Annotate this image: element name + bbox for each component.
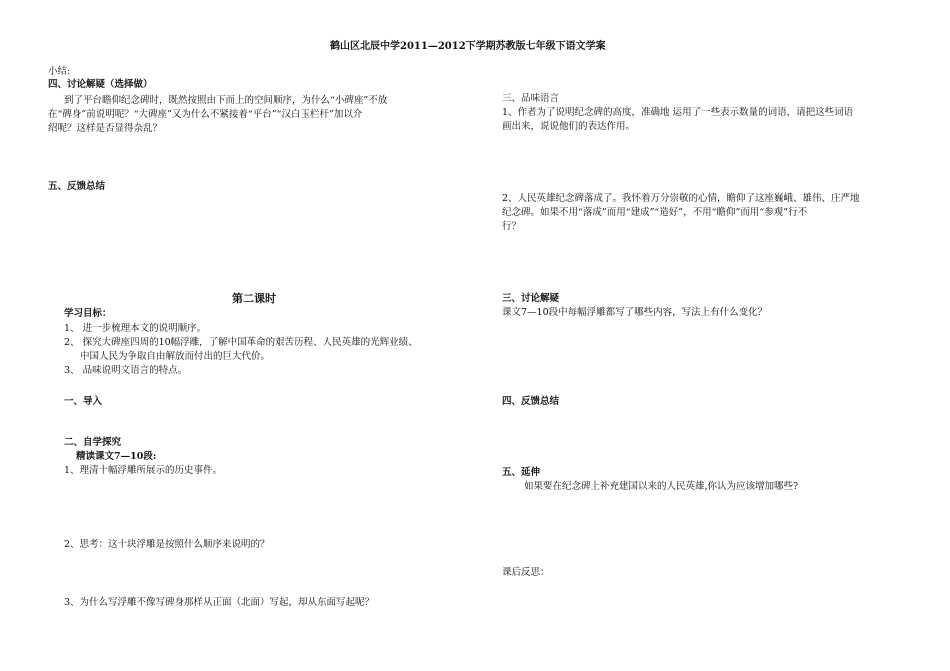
- explore-heading: 二、自学探究: [64, 437, 122, 448]
- discuss-line-3: 绍呢？这样是否显得杂乱？: [48, 123, 163, 134]
- discuss-heading: 四、讨论解疑（选择做）: [48, 79, 153, 90]
- right-discuss-question: 课文7—10段中每幅浮雕都写了哪些内容，写法上有什么变化？: [502, 307, 768, 318]
- question-1: 1、理清十幅浮雕所展示的历史事件。: [64, 465, 223, 476]
- goals-label: 学习目标：: [64, 308, 112, 319]
- lang-q2-line-2: 纪念碑。如果不用“落成”而用“建成”“造好”，不用“瞻仰”而用“参观”行不: [502, 207, 808, 218]
- lang-q2-line-3: 行？: [502, 221, 522, 232]
- right-discuss-heading: 三、讨论解疑: [502, 293, 560, 304]
- right-feedback-heading: 四、反馈总结: [502, 396, 560, 407]
- discuss-line-1: 到了平台瞻仰纪念碑时，既然按照由下而上的空间顺序，为什么“小碑座”不放: [64, 95, 388, 106]
- lang-q1-line-2: 画出来，说说他们的表达作用。: [502, 121, 636, 132]
- summary-label: 小结:: [48, 66, 71, 77]
- goal-2: 2、 探究大碑座四周的10幅浮雕，了解中国革命的艰苦历程、人民英雄的光辉业绩、: [64, 337, 418, 348]
- lesson2-title: 第二课时: [232, 292, 276, 305]
- goal-3: 3、 品味说明文语言的特点。: [64, 365, 188, 376]
- question-2: 2、思考：这十块浮雕是按照什么顺序来说明的？: [64, 539, 270, 550]
- lang-q2-line-1: 2、人民英雄纪念碑落成了。我怀着万分崇敬的心情，瞻仰了这座巍峨、雄伟、庄严地: [502, 193, 860, 204]
- extend-question: 如果要在纪念碑上补充建国以来的人民英雄,你认为应该增加哪些?: [524, 481, 799, 492]
- question-3: 3、为什么写浮雕不像写碑身那样从正面（北面）写起，却从东面写起呢？: [64, 597, 375, 608]
- intro-heading: 一、导入: [64, 396, 103, 407]
- goal-1: 1、 进一步梳理本文的说明顺序。: [64, 323, 207, 334]
- page-title: 鹤山区北辰中学2011—2012下学期苏教版七年级下语文学案: [330, 41, 606, 52]
- extend-heading: 五、延伸: [502, 467, 541, 478]
- lang-q1-line-1: 1、作者为了说明纪念碑的高度，准确地 运用了一些表示数量的词语，请把这些词语: [502, 107, 854, 118]
- discuss-line-2: 在“碑身”前说明呢？“大碑座”又为什么不紧接着“平台”“汉白玉栏杆”加以介: [48, 109, 363, 120]
- lang-heading: 三、品味语言: [502, 93, 560, 104]
- explore-sub: 精读课文7—10段:: [76, 451, 157, 462]
- feedback-heading: 五、反馈总结: [48, 181, 106, 192]
- goal-2-cont: 中国人民为争取自由解放而付出的巨大代价。: [80, 351, 271, 362]
- reflection-label: 课后反思：: [502, 567, 550, 578]
